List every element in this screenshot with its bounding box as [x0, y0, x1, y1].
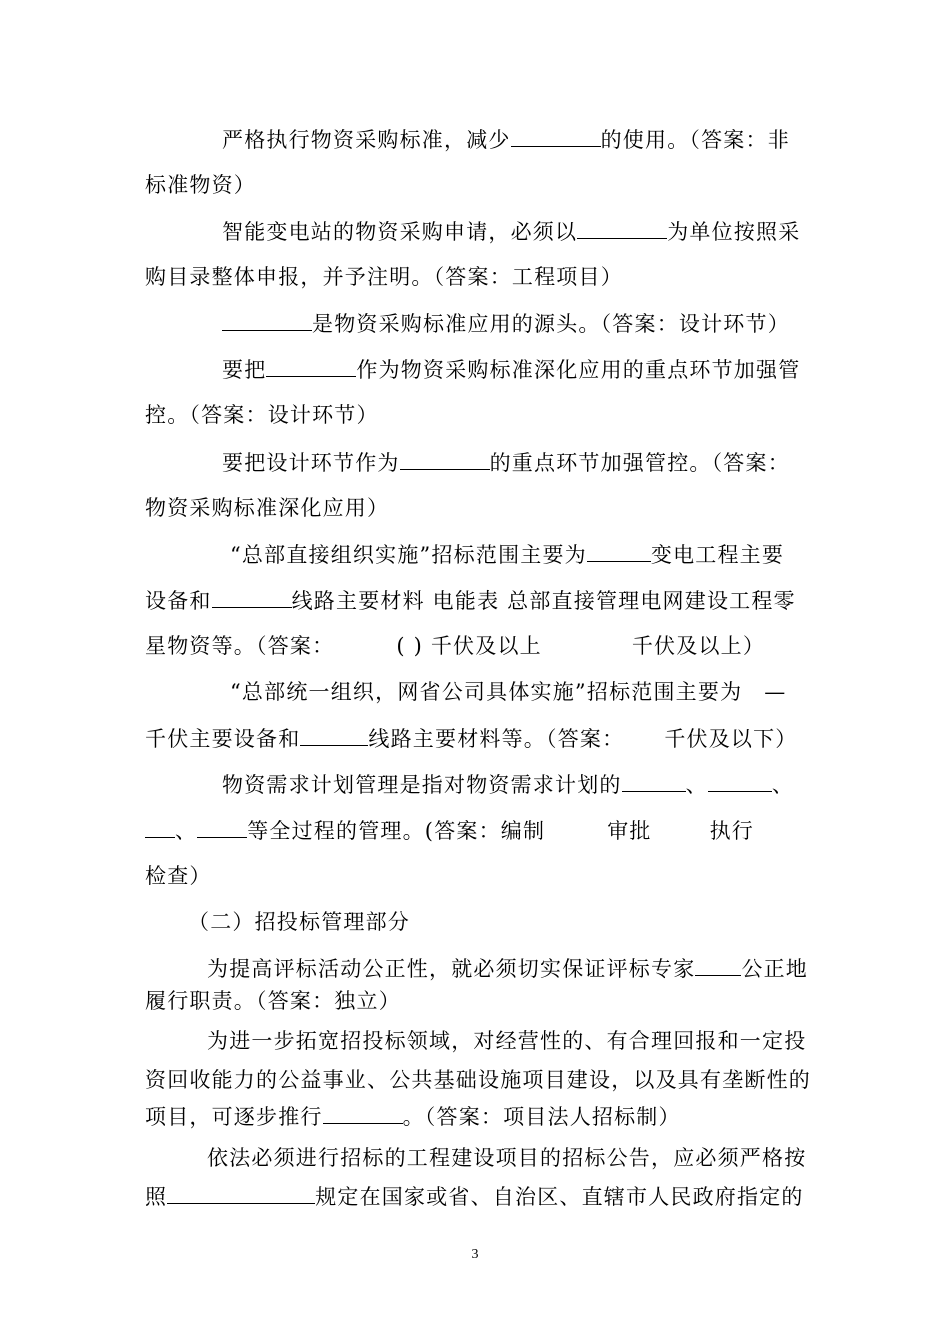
fill-blank: [197, 815, 247, 838]
section-heading: （二）招投标管理部分: [188, 910, 410, 934]
text-span: 物资需求计划管理是指对物资需求计划的: [222, 773, 622, 797]
text-line: [145, 631, 815, 661]
text-line: [222, 124, 815, 154]
fill-blank: [511, 124, 601, 147]
text-span: 为提高评标活动公正性，就必须切实保证评标专家: [207, 957, 696, 981]
fill-blank: [708, 769, 772, 792]
fill-blank: [622, 769, 686, 792]
fill-blank: [587, 539, 651, 562]
text-line: [145, 1181, 815, 1211]
text-line: 控。（答案：设计环节）: [145, 403, 379, 427]
text-line: 购目录整体申报，并予注明。（答案：工程项目）: [145, 265, 623, 289]
text-span: 千伏及以上）: [631, 634, 766, 658]
text-span: 线路主要材料等。（答案：: [368, 727, 625, 751]
fill-blank: [323, 1101, 403, 1124]
text-line: 为进一步拓宽招投标领域，对经营性的、有合理回报和一定投: [207, 1029, 807, 1053]
text-span: 为单位按照采: [667, 220, 801, 244]
fill-blank: [167, 1181, 315, 1204]
fill-blank: [266, 354, 356, 377]
text-span: —: [764, 680, 787, 704]
text-span: 、: [175, 819, 198, 843]
text-line: [222, 769, 815, 799]
text-span: 智能变电站的物资采购申请，必须以: [222, 220, 578, 244]
text-span: 严格执行物资采购标准，减少: [222, 128, 511, 152]
text-line: [145, 1101, 815, 1131]
text-span: 要把: [222, 358, 267, 382]
text-span: 千伏及以下）: [664, 727, 798, 751]
text-line: [222, 308, 815, 338]
text-span: 作为物资采购标准深化应用的重点环节加强管: [356, 358, 801, 382]
text-span: 的重点环节加强管控。（答案：: [489, 451, 790, 475]
text-line: [145, 585, 815, 615]
text-span: 设备和: [145, 589, 212, 613]
text-span: 、: [685, 773, 708, 797]
page-number: 3: [471, 1247, 479, 1262]
text-line: 标准物资）: [145, 173, 256, 197]
text-span: 要把设计环节作为: [222, 451, 400, 475]
text-span: 审批: [607, 819, 652, 843]
text-span: “总部直接组织实施”招标范围主要为: [230, 543, 587, 567]
text-line: [145, 815, 815, 845]
text-span: 、: [771, 773, 795, 797]
fill-blank: [222, 308, 312, 331]
text-span: 线路主要材料 电能表 总部直接管理电网建设工程零: [291, 589, 796, 613]
fill-blank: [400, 447, 490, 470]
fill-blank: [300, 723, 368, 746]
text-span: 执行: [709, 819, 755, 843]
text-span: 的使用。（答案：非: [600, 128, 790, 152]
fill-blank: [577, 216, 667, 239]
text-line: [222, 354, 815, 384]
text-span: 规定在国家或省、自治区、直辖市人民政府指定的: [315, 1185, 804, 1209]
text-line: [145, 723, 815, 753]
text-line: [230, 677, 815, 707]
text-line: [207, 953, 820, 983]
text-line: 履行职责。（答案：独立）: [145, 989, 401, 1013]
fill-blank: [695, 953, 741, 976]
text-line: 检查）: [145, 864, 212, 888]
text-span: 项目，可逐步推行: [145, 1105, 323, 1129]
text-span: ( ) 千伏及以上: [396, 634, 542, 658]
text-span: 千伏主要设备和: [145, 727, 301, 751]
text-line: 资回收能力的公益事业、公共基础设施项目建设，以及具有垄断性的: [145, 1068, 811, 1092]
text-span: “总部统一组织，网省公司具体实施”招标范围主要为: [230, 680, 743, 704]
text-line: [222, 216, 815, 246]
text-span: 公正地: [741, 957, 809, 981]
text-line: [222, 447, 815, 477]
text-span: 照: [145, 1185, 168, 1209]
text-line: 依法必须进行招标的工程建设项目的招标公告，应必须严格按: [207, 1146, 807, 1170]
text-span: 等全过程的管理。(答案：编制: [247, 819, 546, 843]
text-line: 物资采购标准深化应用）: [145, 496, 390, 520]
text-span: 变电工程主要: [650, 543, 785, 567]
fill-blank: [212, 585, 292, 608]
text-span: 。（答案：项目法人招标制）: [402, 1105, 681, 1129]
text-span: 是物资采购标准应用的源头。（答案：设计环节）: [312, 312, 790, 336]
text-span: 星物资等。（答案：: [145, 634, 335, 658]
fill-blank: [145, 815, 175, 838]
text-line: [230, 539, 815, 569]
